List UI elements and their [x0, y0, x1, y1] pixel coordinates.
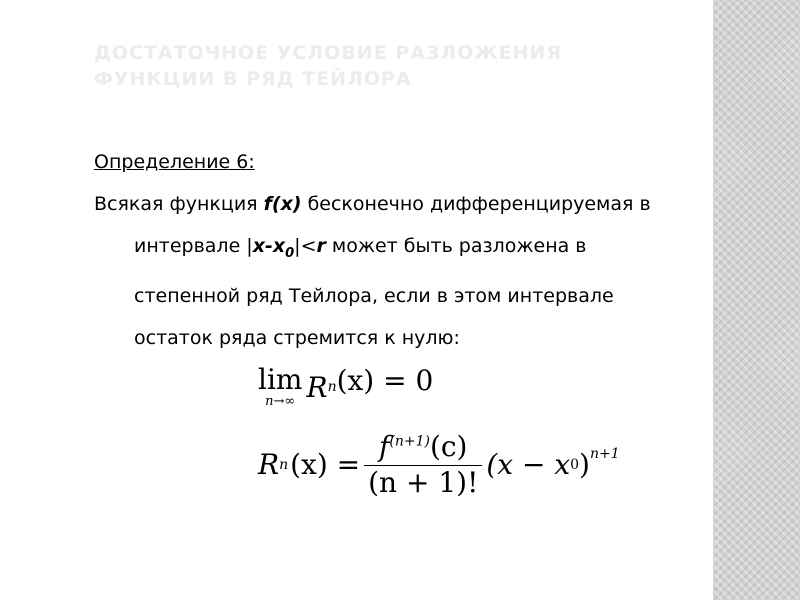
- decorative-side-strip: [713, 0, 800, 600]
- lim-operator: lim: [258, 363, 303, 396]
- title-line-1: ДОСТАТОЧНОЕ УСЛОВИЕ РАЗЛОЖЕНИЯ: [94, 42, 563, 64]
- slide-title: [94, 40, 694, 92]
- fraction-denominator: (n + 1)!: [368, 466, 479, 499]
- definition-text: [94, 141, 714, 359]
- remainder-formula: R n (x) = $\frac{f^{(n+1)}(c)}{(n + 1)!}$ (x − x 0 ) n+1: [258, 430, 620, 499]
- remainder-fraction: [364, 430, 482, 499]
- fraction-numerator: $f^{(n+1)}(c)$: [364, 430, 482, 466]
- definition-heading: Определение 6:: [94, 151, 255, 173]
- definition-line-1: Всякая функция f(x) бесконечно дифференцируемая в: [94, 193, 651, 215]
- lim-subscript: n→∞: [265, 394, 296, 409]
- limit-formula: lim n→∞ R n (x) = 0: [258, 363, 434, 409]
- definition-line-4: остаток ряда стремится к нулю:: [134, 326, 460, 349]
- function-symbol: f(x): [263, 193, 302, 215]
- definition-line-2: интервале $|x-x_0|<r$ может быть разложена в: [134, 235, 587, 261]
- definition-line-3: степенной ряд Тейлора, если в этом интервале: [134, 284, 614, 307]
- title-line-2: ФУНКЦИИ В РЯД ТЕЙЛОРА: [94, 68, 412, 90]
